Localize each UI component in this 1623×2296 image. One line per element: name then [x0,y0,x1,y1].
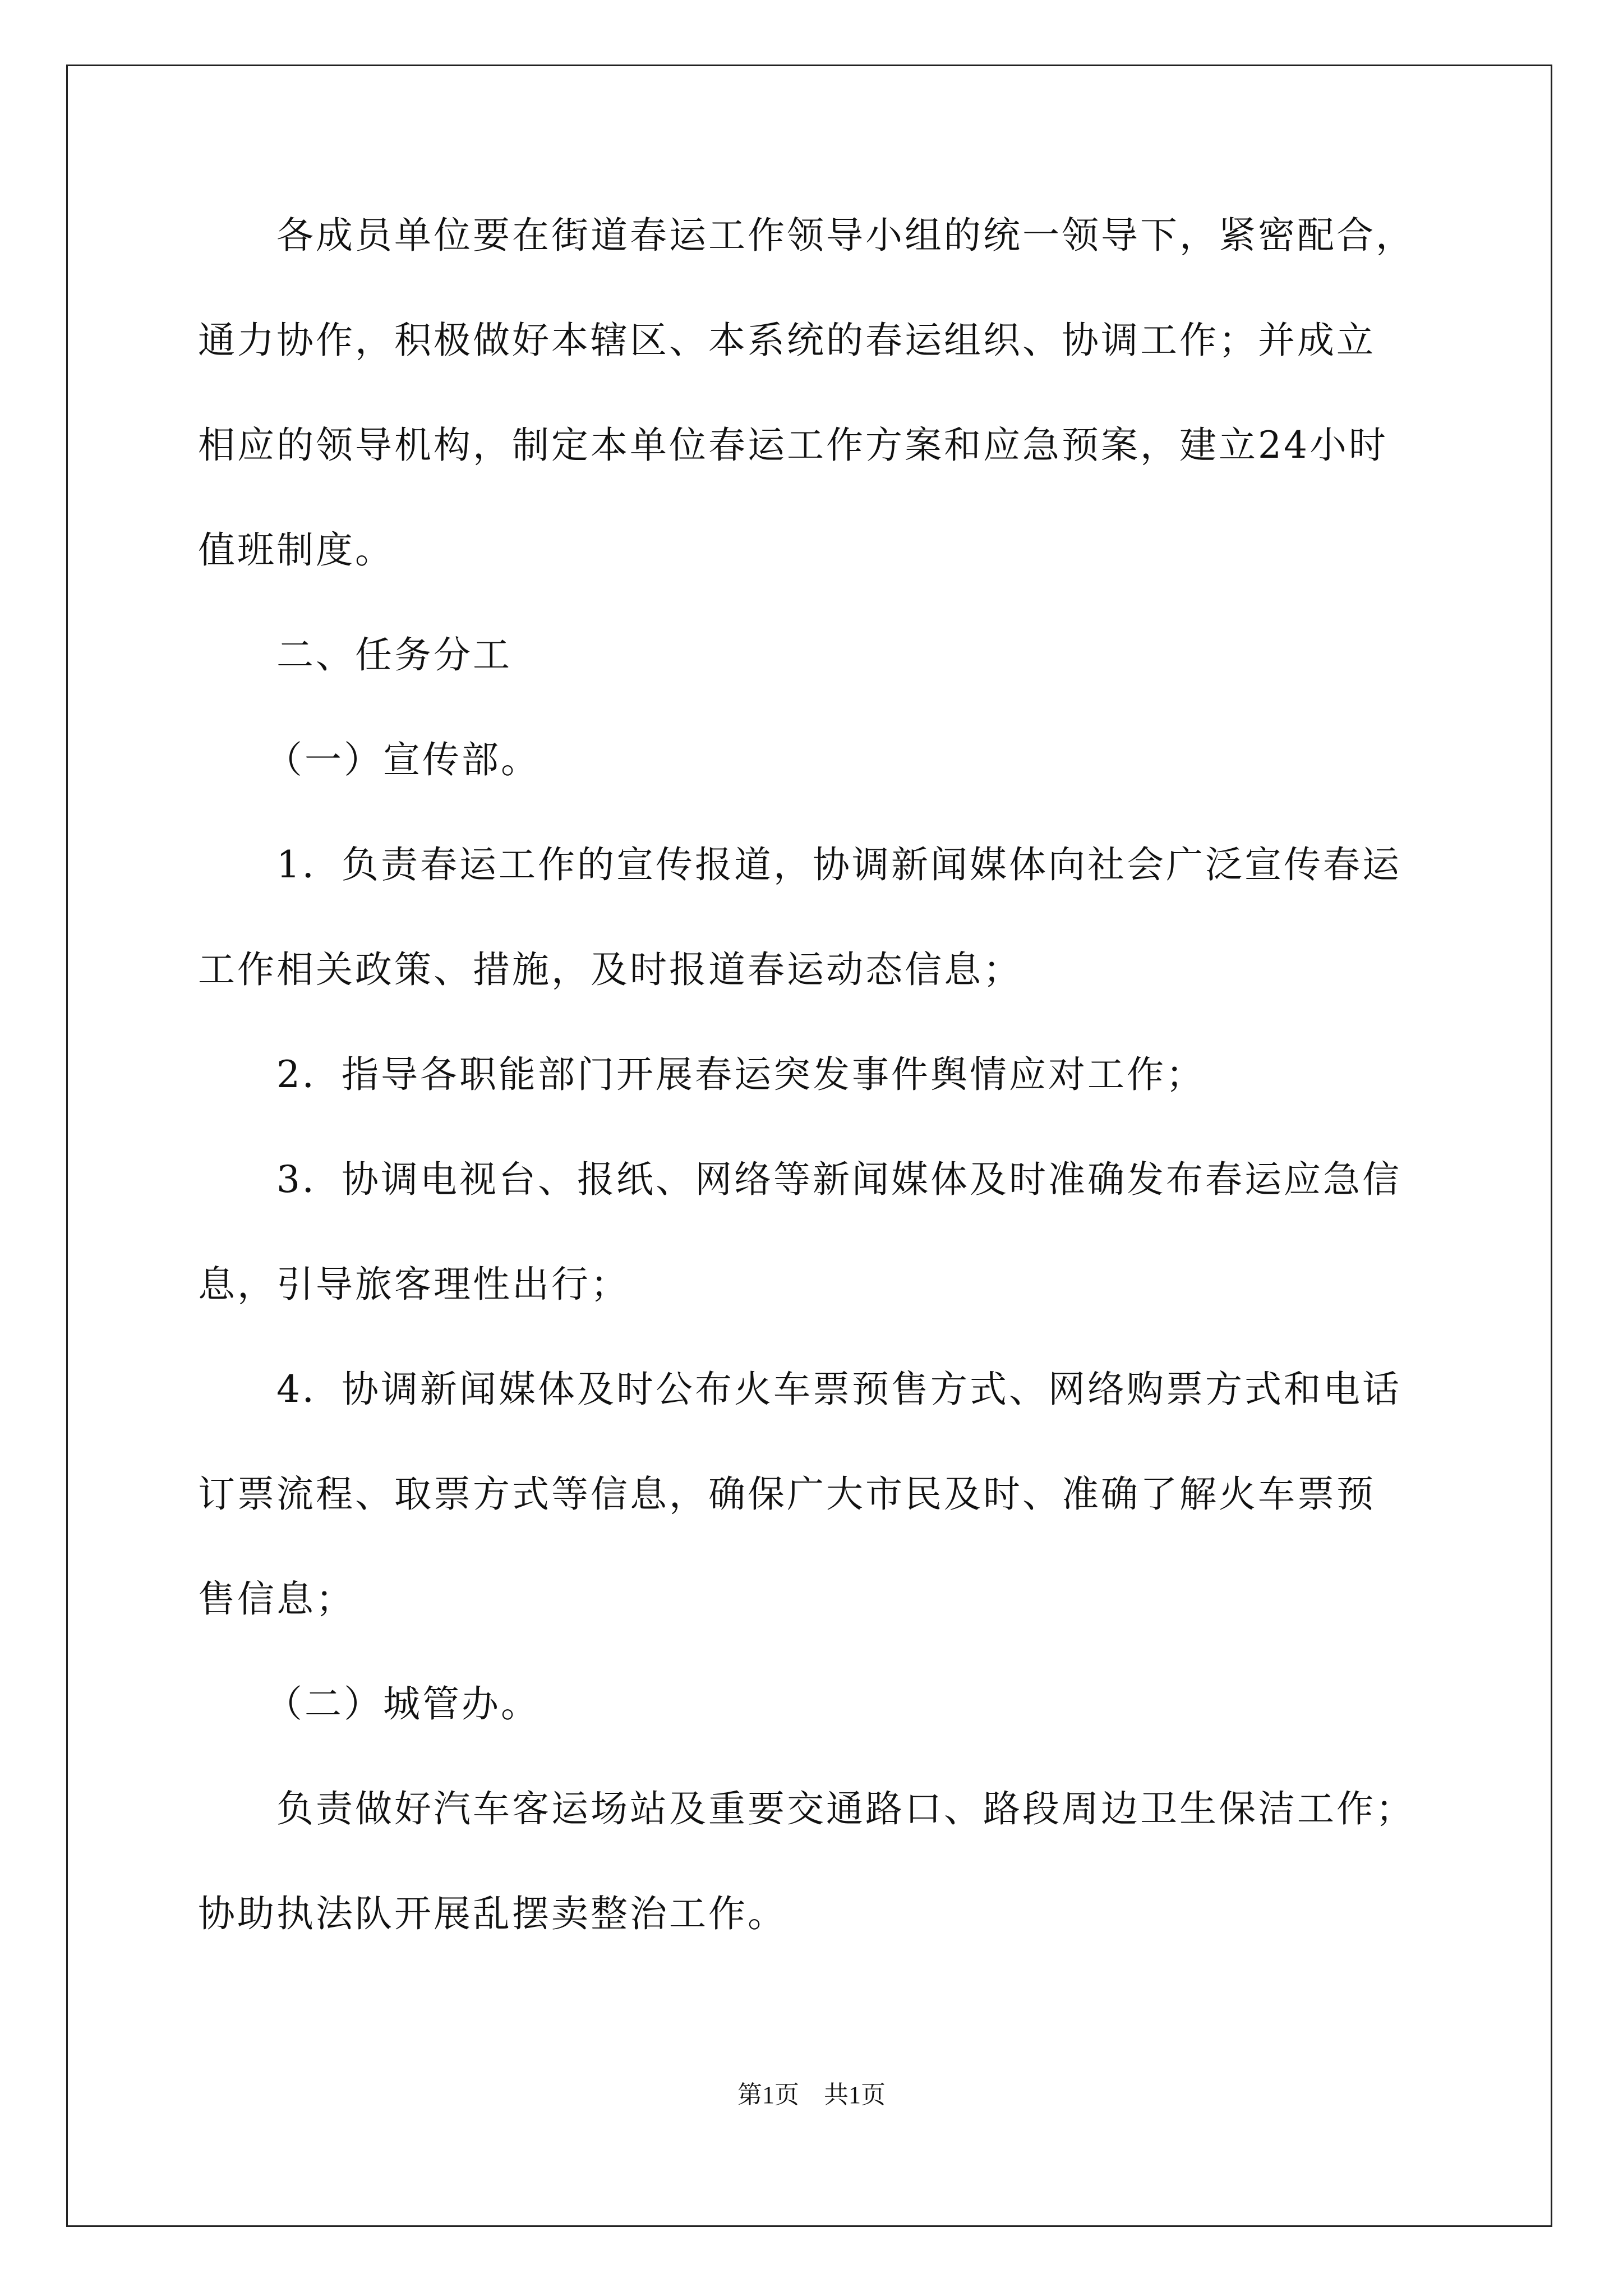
paragraph-line: 负责做好汽车客运场站及重要交通路口、路段周边卫生保洁工作； [276,1787,1415,1830]
paragraph-line: 工作相关政策、措施，及时报道春运动态信息； [198,948,1022,991]
paragraph-line: 售信息； [198,1577,355,1621]
paragraph-line: 3．协调电视台、报纸、网络等新闻媒体及时准确发布春运应急信 [276,1158,1401,1201]
paragraph-line: 值班制度。 [198,528,394,572]
paragraph-line: 订票流程、取票方式等信息，确保广大市民及时、准确了解火车票预 [198,1473,1376,1516]
subsection-heading: （二）城管办。 [265,1682,540,1726]
paragraph-line: 各成员单位要在街道春运工作领导小组的统一领导下，紧密配合， [276,214,1415,257]
paragraph-line: 2．指导各职能部门开展春运突发事件舆情应对工作； [276,1053,1205,1096]
paragraph-line: 4．协调新闻媒体及时公布火车票预售方式、网络购票方式和电话 [276,1368,1401,1411]
paragraph-line: 相应的领导机构，制定本单位春运工作方案和应急预案，建立24小时 [198,424,1388,467]
paragraph-line: 通力协作，积极做好本辖区、本系统的春运组织、协调工作；并成立 [198,319,1376,362]
subsection-heading: （一）宣传部。 [265,738,540,781]
paragraph-line: 协助执法队开展乱摆卖整治工作。 [198,1892,787,1935]
page-number: 第1页 共1页 [737,2081,886,2109]
paragraph-line: 1．负责春运工作的宣传报道，协调新闻媒体向社会广泛宣传春运 [276,843,1401,886]
paragraph-line: 息，引导旅客理性出行； [198,1263,630,1306]
section-heading: 二、任务分工 [276,633,512,677]
